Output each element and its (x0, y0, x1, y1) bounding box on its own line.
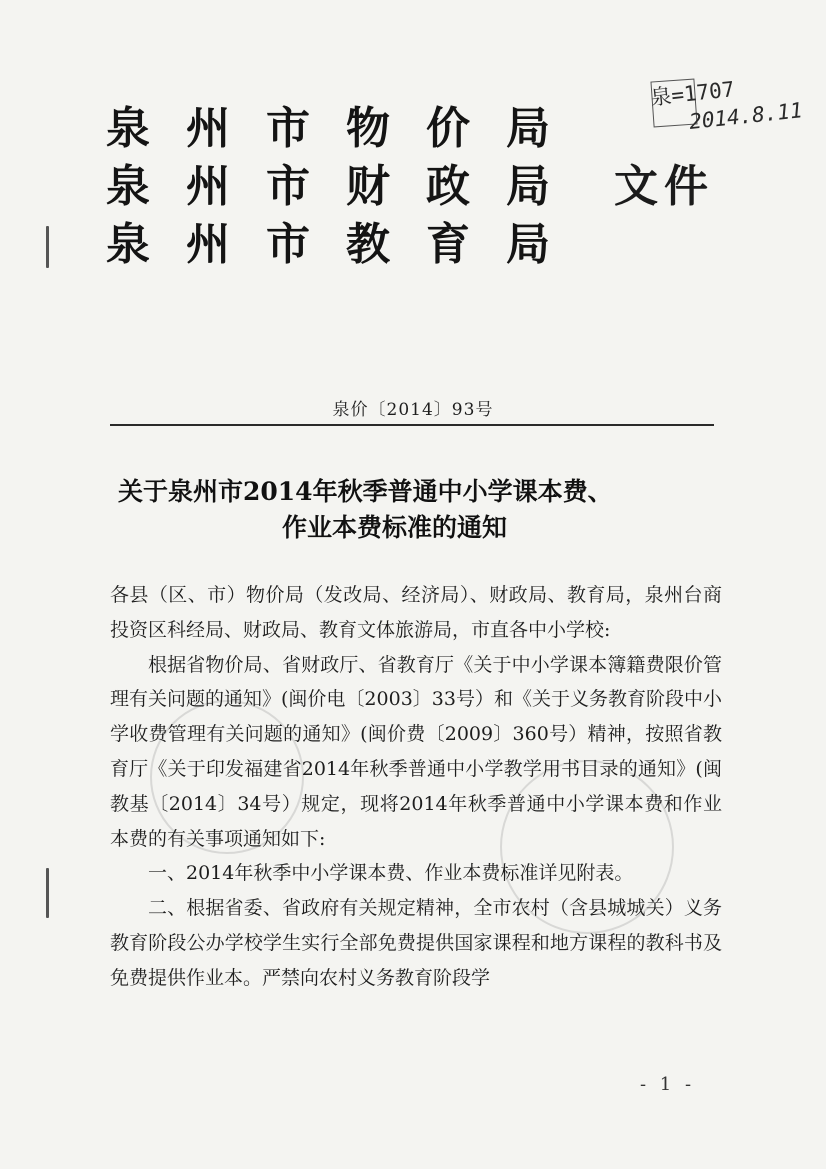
title-line-2: 作业本费标准的通知 (282, 513, 508, 542)
binding-hole-mark (46, 868, 49, 918)
header-divider (110, 424, 714, 426)
document-title (96, 474, 736, 546)
document-number: 泉价〔2014〕93号 (332, 400, 494, 420)
issuer-row-finance-bureau: 泉 州 市 财 政 局 (106, 161, 550, 212)
title-line-1: 关于泉州市2014年秋季普通中小学课本费、 (118, 477, 613, 506)
issuer-row-price-bureau: 泉 州 市 物 价 局 (106, 103, 550, 154)
handwritten-note-line1: 泉=1707 (649, 77, 736, 110)
page-number: - 1 - (640, 1074, 696, 1095)
document-type-label: 文件 (614, 161, 714, 212)
binding-hole-mark (46, 226, 49, 268)
document-body (110, 578, 722, 996)
addressee-paragraph: 各县（区、市）物价局（发改局、经济局）、财政局、教育局，泉州台商投资区科经局、财政局、教育文体旅游局，市直各中小学校: (110, 584, 722, 641)
item-one-paragraph: 一、2014年秋季中小学课本费、作业本费标准详见附表。 (148, 862, 634, 885)
issuer-row-education-bureau: 泉 州 市 教 育 局 (106, 219, 550, 270)
item-two-paragraph: 二、根据省委、省政府有关规定精神，全市农村（含县城城关）义务教育阶段公办学校学生实行全部免费提供国家课程和地方课程的教科书及免费提供作业本。严禁向农村义务教育阶段学 (110, 897, 722, 989)
issuing-agencies (106, 100, 586, 274)
basis-paragraph: 根据省物价局、省财政厅、省教育厅《关于中小学课本簿籍费限价管理有关问题的通知》(闽价电〔2003〕33号）和《关于义务教育阶段中小学收费管理有关问题的通知》(闽价费〔2009〕360号）精神，按照省教育厅《关于印发福建省2014年秋季普通中小学教学用书目录的通知》(闽教基〔2014〕34号）规定，现将2014年秋季普通中小学课本费和作业本费的有关事项通知如下: (110, 653, 722, 850)
handwritten-note-line2: 2014.8.11 (688, 98, 804, 134)
